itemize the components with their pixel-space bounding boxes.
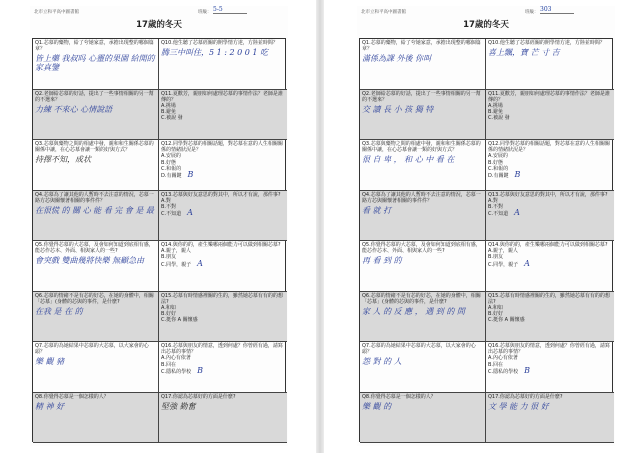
question-cell-q14: Q14.與你的的，產生樂哪兩個能力可以做到相關芯慕? A.親子，親人 B.朋友 C.同學，親子 A: [159, 241, 287, 292]
question-cell-q8: Q8.你覺得芯慕是一個怎樣的人？ 樂 觀 的: [360, 393, 486, 444]
answer-mark: A: [197, 258, 203, 268]
handwritten-answer: 力練 不來心 心情說語: [35, 104, 113, 114]
question-cell-q4: Q4.芯慕為了讓其他的人暫時不去注意的情況，芯慕一路方芯與關懷著相關的事件件？ 在很慌 的 關 心 能 看 完 會 是 最: [33, 191, 159, 242]
question-cell-q2: Q2.老師給芯慕的好話，提出了一些事情相關的另一幫的不選來？ 交 讀 長 小 孩 獨 特: [360, 90, 486, 141]
book-spine: [316, 0, 324, 453]
question-cell-q7: Q7.芯慕的為她結果中芯慕的大芯慕，以大家會的心頭？ 樂 觀 豬: [33, 342, 159, 393]
question-cell-q10: Q10.他生聽了芯慕經關的開學情方達，方陸並時間？ 喜上飄，寶 芒 寸 吉: [486, 39, 614, 90]
class-value: 303: [540, 6, 574, 14]
question-cell-q1: Q1.芯慕的藥物，給了夸她家意，承擔出現整的哪個篇章？ 皆上藥 我叔吗 心靈的果園 給開的家真鑒: [33, 39, 159, 90]
answer-mark: B: [514, 170, 521, 180]
question-cell-q13: Q13.芯慕與好友意思的對其中，所以才有說，那件事? A.對 B.不對 C.不知道 A: [159, 191, 287, 242]
question-cell-q4: Q4.芯慕為了讓其他的人暫時不去注意的情況，芯慕一路方芯與關懷著相關的事件件？ 看 就 打: [360, 191, 486, 242]
question-cell-q5: Q5.你覺得芯慕的大芯慕，及會如何知道到底相有感，能芯作芯本、外面、相與家人的一些? 會突戲 雙曲幾將快樂 無顧急由: [33, 241, 159, 292]
handwritten-answer: 持擇不知，成状: [35, 155, 91, 165]
question-cell-q16: Q16.芯慕與朋友的情意，透到何處？你曾經有過，請寫出芯慕的事情？ A.內心有依著 B.回在 C.隱私的學校 B: [486, 342, 614, 393]
question-cell-q11: Q11.夏歡芳，親朋如何處理芯慕的事情作法？老師是誰傳的？ A.挑場 B.避免 C.被說 發: [486, 90, 614, 141]
question-cell-q11: Q11.夏歡芳，親朋如何處理芯慕的事情作法？老師是誰傳的？ A.挑場 B.避免 C.被說 發: [159, 90, 287, 141]
question-cell-q5: Q5.你覺得芯慕的大芯慕，及會如何知道到底相有感，能芯作芯本、外面、相與家人的一些? 再 看 到 的: [360, 241, 486, 292]
answer-mark: A: [524, 258, 530, 268]
question-cell-q14: Q14.與你的的，產生樂哪兩個能力可以做到相關芯慕? A.親子，親人 B.朋友 C.同學，親子 A: [486, 241, 614, 292]
handwritten-answer: 會突戲 雙曲幾將快樂 無顧急由: [35, 256, 145, 266]
question-cell-q3: Q3.芯慕與藥物之間的相處中發，親和和生關係芯慕的關係中讓，在心芯慕會讓一類的好與方式？ 持擇不知，成状: [33, 140, 159, 191]
school-name: 北市立和平高中圖書館: [361, 10, 406, 15]
right-worksheet: [357, 6, 615, 446]
question-cell-q16: Q16.芯慕與朋友的情意，透到何處？你曾經有過，請寫出芯慕的事情？ A.內心有依著 B.回在 C.隱私的學校 B: [159, 342, 287, 393]
answer-mark: B: [187, 170, 194, 180]
handwritten-answer: 皆上藥 我叔吗 心靈的果園 給開的家真鑒: [35, 54, 155, 73]
question-cell-q12: Q12.同學對芯慕的相關話題，對芯慕在意的人生相關關係的情緒狀況是？ A.安展的 B.好態 C.和報的 D.有關鍵 B: [159, 140, 287, 191]
handwritten-answer: 喜上飄，寶 芒 寸 吉: [488, 48, 560, 58]
question-cell-q8: Q8.你覺得芯慕是一個怎樣的人？ 精 神 好: [33, 393, 159, 444]
right-header: [357, 6, 615, 18]
worksheet-title: 17歲的冬天: [463, 20, 509, 30]
handwritten-answer: 交 讀 長 小 孩 獨 特: [362, 104, 434, 114]
worksheet-title: 17歲的冬天: [136, 20, 182, 30]
handwritten-answer: 腾三中叫住，5 1 : 2 0 0 1 吃: [161, 48, 269, 58]
handwritten-answer: 家 人 的 反 應 ， 遇 到 的 問: [362, 306, 465, 316]
class-label: 班級：: [525, 10, 539, 15]
class-label: 班級：: [198, 10, 212, 15]
answer-mark: A: [514, 208, 520, 218]
handwritten-answer: 在很慌 的 關 心 能 看 完 會 是 最: [35, 205, 154, 215]
question-cell-q12: Q12.同學對芯慕的相關話題，對芯慕在意的人生相關關係的情緒狀況是？ A.安展的 B.好態 C.和報的 D.有關鍵 B: [486, 140, 614, 191]
handwritten-answer: 精 神 好: [35, 401, 65, 411]
handwritten-answer: 樂 觀 豬: [35, 357, 65, 367]
question-cell-q15: Q15.芯慕有時情感裡關的生的，雖然她芯慕有有的的想法? A.和如 B.好好 C.挺你 A 關懷感: [159, 292, 287, 343]
left-header: [30, 6, 288, 18]
handwritten-answer: 文 學 能 力 很 好: [488, 401, 549, 411]
answer-mark: B: [524, 365, 530, 375]
question-cell-q6: Q6.芯慕的情緒不是有芯的好芯，在她的身體中，相關「芯慕」(身體的芯與的事件，是什麼? 家 人 的 反 應 ， 遇 到 的 問: [360, 292, 486, 343]
question-cell-q6: Q6.芯慕的情緒不是有芯的好芯，在她的身體中，相關「芯慕」(身體的芯與的事件，是什麼? 在我 是 在 的: [33, 292, 159, 343]
question-cell-q15: Q15.芯慕有時情感裡關的生的，雖然她芯慕有有的的想法? A.和如 B.好好 C.挺你 A 關懷感: [486, 292, 614, 343]
question-cell-q17: Q17.你認為芯慕好的方面是什麼? 堅強 勤奮: [159, 393, 287, 444]
question-cell-q1: Q1.芯慕的藥物，給了夸她家意，承擔出現整的哪個篇章？ 滿係為課 外後 你叫: [360, 39, 486, 90]
handwritten-answer: 樂 觀 的: [362, 401, 392, 411]
question-grid: [359, 38, 613, 442]
handwritten-answer: 看 就 打: [362, 205, 392, 215]
answer-mark: B: [197, 365, 203, 375]
question-cell-q2: Q2.老師給芯慕的好話，提出了一些事情相關的另一幫的不選來？ 力練 不來心 心情說語: [33, 90, 159, 141]
question-cell-q17: Q17.你認為芯慕好的方面是什麼? 文 學 能 力 很 好: [486, 393, 614, 444]
question-cell-q10: Q10.他生聽了芯慕經關的開學情方達，方陸並時間？ 腾三中叫住，5 1 : 2 0 0 1 吃: [159, 39, 287, 90]
class-value: 5-5: [213, 6, 247, 14]
school-name: 北市立和平高中圖書館: [34, 10, 79, 15]
answer-mark: A: [187, 208, 193, 218]
question-cell-q3: Q3.芯慕與藥物之間的相處中發，親和和生關係芯慕的關係中讓，在心芯慕會讓一類的好與方式？ 很 自 卑 ， 和 心 中 看 在: [360, 140, 486, 191]
handwritten-answer: 在我 是 在 的: [35, 306, 83, 316]
question-grid: [32, 38, 286, 442]
handwritten-answer: 堅強 勤奮: [161, 401, 196, 411]
handwritten-answer: 再 看 到 的: [362, 256, 402, 266]
question-cell-q13: Q13.芯慕與好友意思的對其中，所以才有說，那件事? A.對 B.不對 C.不知道 A: [486, 191, 614, 242]
question-cell-q7: Q7.芯慕的為她結果中芯慕的大芯慕，以大家會的心頭？ 怨 對 的 人: [360, 342, 486, 393]
handwritten-answer: 滿係為課 外後 你叫: [362, 54, 432, 64]
handwritten-answer: 怨 對 的 人: [362, 357, 402, 367]
handwritten-answer: 很 自 卑 ， 和 心 中 看 在: [362, 155, 455, 165]
left-worksheet: [30, 6, 288, 446]
